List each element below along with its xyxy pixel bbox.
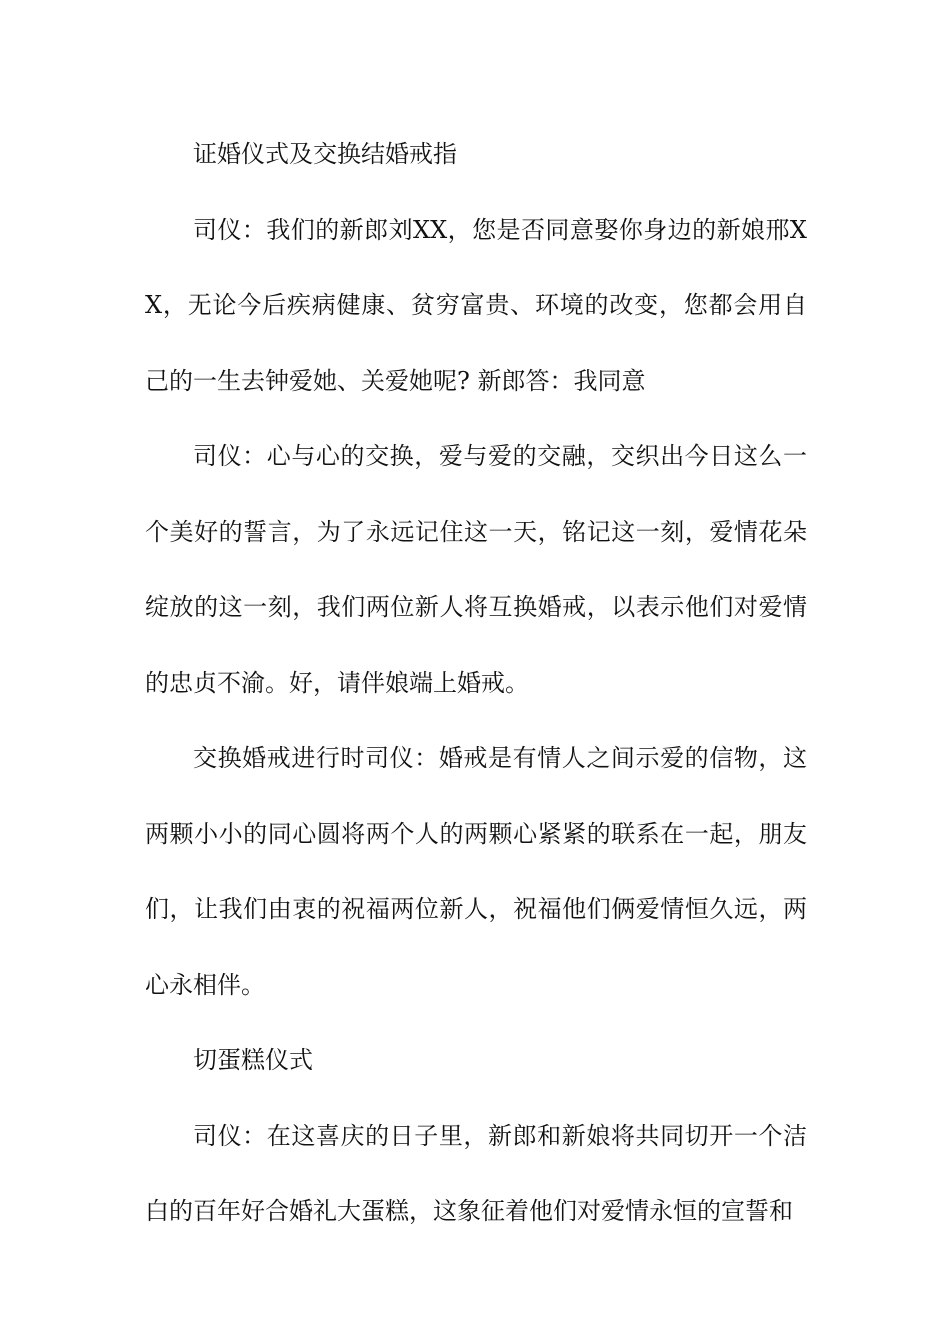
section-heading-vows: 证婚仪式及交换结婚戒指 — [193, 140, 457, 168]
section-heading-cake: 切蛋糕仪式 — [193, 1046, 313, 1074]
document-body — [145, 117, 807, 1250]
paragraph-cake-cutting: 司仪：在这喜庆的日子里，新郎和新娘将共同切开一个洁白的百年好合婚礼大蛋糕，这象征着他们对爱情永恒的宣誓和 — [145, 1121, 807, 1225]
paragraph-ring-exchange: 交换婚戒进行时司仪：婚戒是有情人之间示爱的信物，这两颗小小的同心圆将两个人的两颗心紧紧的联系在一起，朋友们，让我们由衷的祝福两位新人，祝福他们俩爱情恒久远，两心永相伴。 — [145, 744, 807, 999]
paragraph-ring-exchange-intro: 司仪：心与心的交换，爱与爱的交融，交织出今日这么一个美好的誓言，为了永远记住这一天，铭记这一刻，爱情花朵绽放的这一刻，我们两位新人将互换婚戒，以表示他们对爱情的忠贞不渝。好，请伴娘端上婚戒。 — [145, 442, 807, 697]
paragraph-groom-vow: 司仪：我们的新郎刘XX，您是否同意娶你身边的新娘邢XX，无论今后疾病健康、贫穷富贵、环境的改变，您都会用自己的一生去钟爱她、关爱她呢? 新郎答：我同意 — [145, 215, 807, 395]
